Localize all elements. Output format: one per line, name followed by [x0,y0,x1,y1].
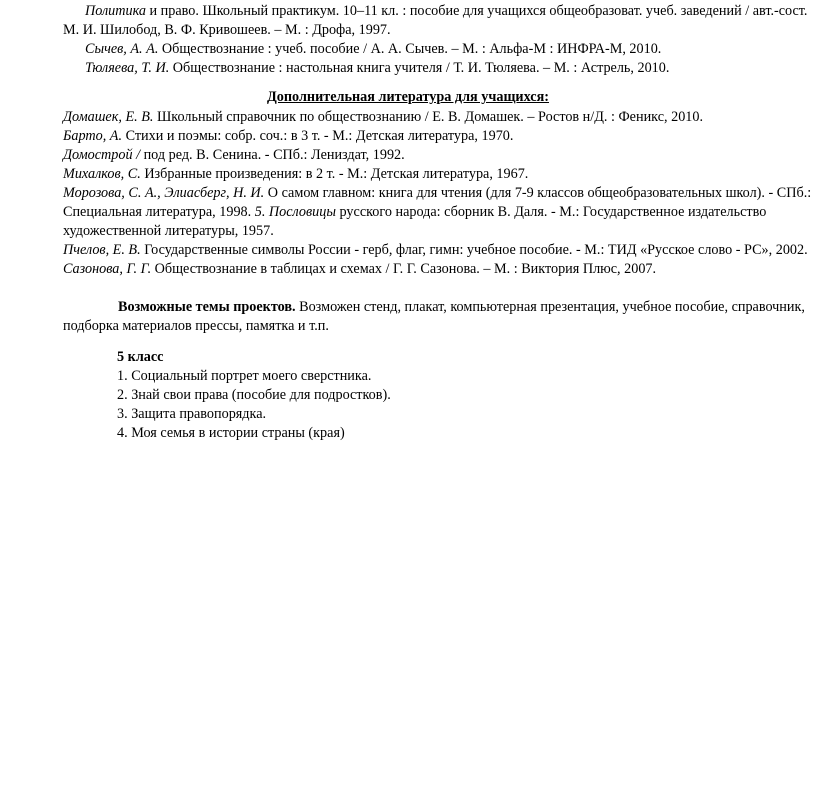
entry-text: Государственные символы России - герб, флаг, гимн: учебное пособие. - М.: ТИД «Русское слово - РС», 2002. [140,242,808,258]
extra-literature-list [63,108,816,279]
entry-author: Пчелов, Е. В. [63,242,141,258]
entry-text: Стихи и поэмы: собр. соч.: в 3 т. - М.: Детская литература, 1970. [122,128,514,144]
entry-text: Обществознание : настольная книга учителя / Т. И. Тюляева. – М. : Астрель, 2010. [169,60,670,76]
entry-author: Барто, А. [63,128,123,144]
grade-title-text: 5 класс [117,349,164,365]
main-literature-list [63,2,815,78]
literature-entry [63,241,816,260]
entry-author: Морозова, С. А., Элиасберг, Н. И. [63,185,265,201]
entry-text: русского народа: сборник В. Даля. - М.: Государственное издательство художественной литературы, 1957. [63,204,767,239]
literature-entry [63,40,815,59]
project-topics-label: Возможные темы проектов. [118,299,296,315]
literature-entry [63,260,816,279]
entry-text: и право. Школьный практикум. 10–11 кл. : пособие для учащихся общеобразоват. учеб. заведений / авт.-сост. М. И. Шилобод, В. Ф. Кривошеев. – М. : Дрофа, 1997. [63,3,808,38]
entry-text: Школьный справочник по обществознанию / Е. В. Домашек. – Ростов н/Д. : Феникс, 2010. [153,109,704,125]
list-item: 3. Защита правопорядка. [117,406,267,422]
entry-author: Политика [85,3,146,19]
project-topics-paragraph [63,298,816,336]
literature-entry [63,184,816,241]
entry-text: Обществознание в таблицах и схемах / Г. Г. Сазонова. – М. : Виктория Плюс, 2007. [151,261,657,277]
literature-entry [63,146,816,165]
entry-author: Домострой / [63,147,141,163]
project-topics-text: Возможен стенд, плакат, компьютерная презентация, учебное пособие, справочник, подборка материалов прессы, памятка и т.п. [63,299,805,334]
entry-text: Обществознание : учеб. пособие / А. А. Сычев. – М. : Альфа-М : ИНФРА-М, 2010. [158,41,662,57]
extra-literature-heading: Дополнительная литература для учащихся: [267,89,549,105]
entry-author: Сазонова, Г. Г. [63,261,152,277]
entry-text: О самом главном: книга для чтения (для 7-9 классов общеобразовательных школ). - СПб.: Специальная литература, 1998. [63,185,812,220]
entry-author: Сычев, А. А. [85,41,159,57]
literature-entry [63,59,815,78]
entry-text: Избранные произведения: в 2 т. - М.: Детская литература, 1967. [140,166,529,182]
entry-author: Михалков, С. [63,166,141,182]
grade-title [117,348,717,367]
literature-entry [63,2,815,40]
literature-entry [63,165,816,184]
list-item: 1. Социальный портрет моего сверстника. [117,368,372,384]
list-item: 2. Знай свои права (пособие для подростков). [117,387,391,403]
entry-text: под ред. В. Сенина. - СПб.: Лениздат, 1992. [140,147,405,163]
literature-entry [63,127,816,146]
entry-author: Домашек, Е. В. [63,109,154,125]
entry-author: 5. Пословицы [254,204,336,220]
grade-section [117,348,717,443]
list-item: 4. Моя семья в истории страны (края) [117,425,345,441]
literature-entry [63,108,816,127]
entry-author: Тюляева, Т. И. [85,60,170,76]
